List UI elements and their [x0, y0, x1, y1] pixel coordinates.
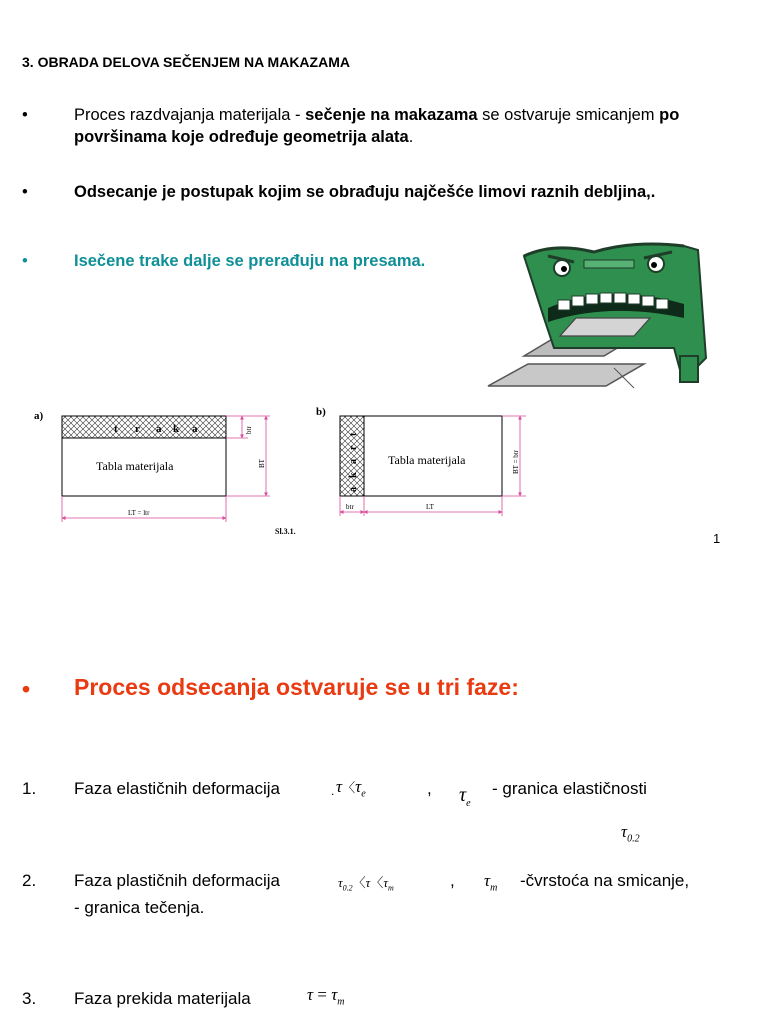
bullet-text-2: Odsecanje je postupak kojim se obrađuju najčešće limovi raznih debljina,.: [74, 183, 656, 201]
item1-comma: ,: [427, 779, 432, 798]
item2-comma: ,: [450, 871, 455, 890]
item-number-3: 3.: [22, 989, 37, 1008]
strip-letter: t: [114, 423, 118, 435]
bullet-text-3: Isečene trake dalje se prerađuju na presama.: [74, 252, 426, 270]
dim-btr: btr: [346, 503, 354, 511]
dim-btr: btr: [245, 426, 253, 434]
item1-text: Faza elastičnih deformacija: [74, 779, 280, 798]
bullet-marker: •: [22, 106, 28, 124]
dim-bt: BT: [258, 459, 266, 468]
bullet1-bold-term: sečenje na makazama: [305, 106, 478, 124]
bullet-marker: •: [22, 252, 28, 270]
page-number: 1: [713, 531, 721, 546]
section-heading: 3. OBRADA DELOVA SEČENJEM NA MAKAZAMA: [22, 54, 350, 70]
item-number-2: 2.: [22, 871, 37, 890]
figure-b-diagram: [330, 408, 530, 520]
dim-lt: LT: [426, 503, 434, 511]
bullet-marker: •: [22, 676, 31, 702]
item2-desc: -čvrstoća na smicanje,: [520, 871, 690, 890]
item1-formula: τ〈$\tau_e$: [336, 777, 366, 800]
bullet1-bold-phrase: po površinama koje određuje geometrija alata: [74, 106, 680, 146]
strip-letter: a: [348, 459, 359, 464]
tabla-label: Tabla materijala: [388, 453, 466, 467]
bullet1-period: .: [408, 128, 414, 146]
figure-caption: Sl.3.1.: [275, 527, 296, 536]
strip-letter: r: [348, 445, 359, 450]
figure-a-diagram: [56, 408, 286, 528]
strip-letter: a: [156, 423, 162, 435]
strip-letter: t: [348, 432, 359, 436]
bullet-marker: •: [22, 183, 28, 201]
item2-text: Faza plastičnih deformacija: [74, 871, 280, 890]
bullet-text-1: [74, 104, 754, 148]
item1-tau-e: $\tau_e$: [459, 784, 471, 809]
item-number-1: 1.: [22, 779, 37, 798]
figure-b-label: b): [316, 406, 326, 418]
item1-dot: .: [331, 784, 335, 798]
item2-formula: $\tau_{0.2}$〈τ〈$\tau_m$: [338, 875, 394, 893]
item2-line2: - granica tečenja.: [74, 898, 205, 917]
item3-formula: $\tau = \tau_m$: [307, 985, 345, 1008]
shear-machine-illustration: [484, 238, 728, 390]
strip-letter: r: [135, 423, 140, 435]
strip-letter: k: [173, 423, 180, 435]
tau-02-symbol: $\tau_{0.2}$: [621, 822, 640, 845]
strip-letter: a: [348, 487, 359, 492]
item3-text: Faza prekida materijala: [74, 989, 251, 1008]
dim-lt-eq: LT = ltr: [128, 509, 150, 517]
item1-desc: - granica elastičnosti: [492, 779, 647, 798]
bullet1-part1: Proces razdvajanja materijala -: [74, 106, 306, 124]
strip-letter: a: [192, 423, 198, 435]
dim-bt-eq: BT = btr: [512, 449, 520, 474]
item2-tau-m: $\tau_m$: [484, 871, 498, 894]
strip-letter: k: [348, 472, 359, 478]
tabla-label: Tabla materijala: [96, 459, 174, 473]
bullet1-part3: se ostvaruje smicanjem: [477, 106, 660, 124]
figure-a-label: a): [34, 410, 44, 422]
slide2-title: Proces odsecanja ostvaruje se u tri faze:: [74, 674, 519, 700]
